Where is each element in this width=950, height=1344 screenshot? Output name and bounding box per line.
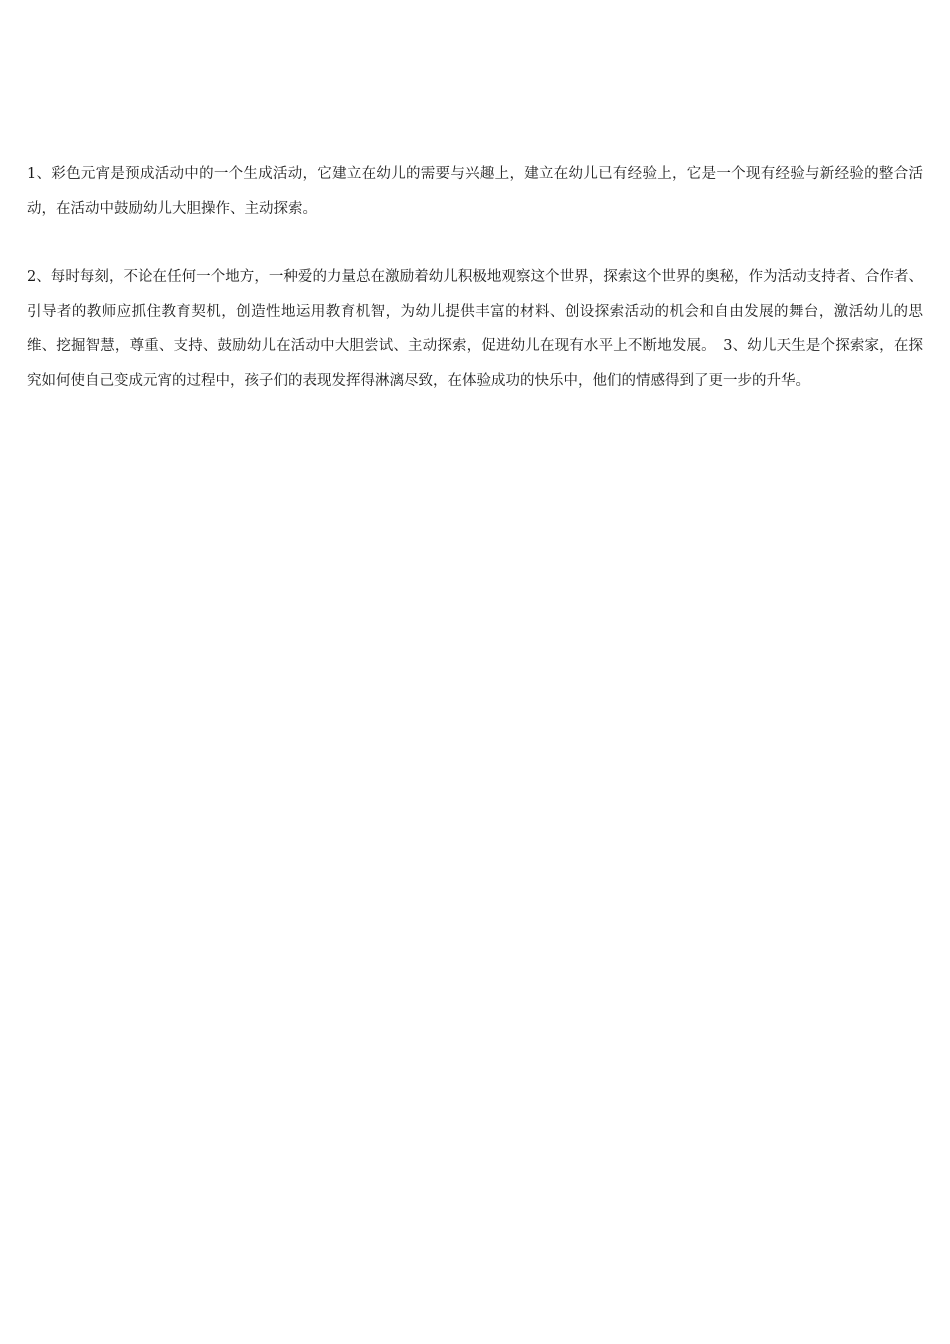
document-body — [27, 157, 923, 398]
paragraph-2: 2、每时每刻，不论在任何一个地方，一种爱的力量总在激励着幼儿积极地观察这个世界，探索这个世界的奥秘，作为活动支持者、合作者、引导者的教师应抓住教育契机，创造性地运用教育机智，为幼儿提供丰富的材料、创设探索活动的机会和自由发展的舞台，激活幼儿的思维、挖掘智慧，尊重、支持、鼓励幼儿在活动中大胆尝试、主动探索，促进幼儿在现有水平上不断地发展。 3、幼儿天生是个探索家，在探究如何使自己变成元宵的过程中，孩子们的表现发挥得淋漓尽致，在体验成功的快乐中，他们的情感得到了更一步的升华。 — [27, 269, 923, 389]
paragraph-1: 1、彩色元宵是预成活动中的一个生成活动，它建立在幼儿的需要与兴趣上，建立在幼儿已有经验上，它是一个现有经验与新经验的整合活动，在活动中鼓励幼儿大胆操作、主动探索。 — [27, 166, 923, 217]
